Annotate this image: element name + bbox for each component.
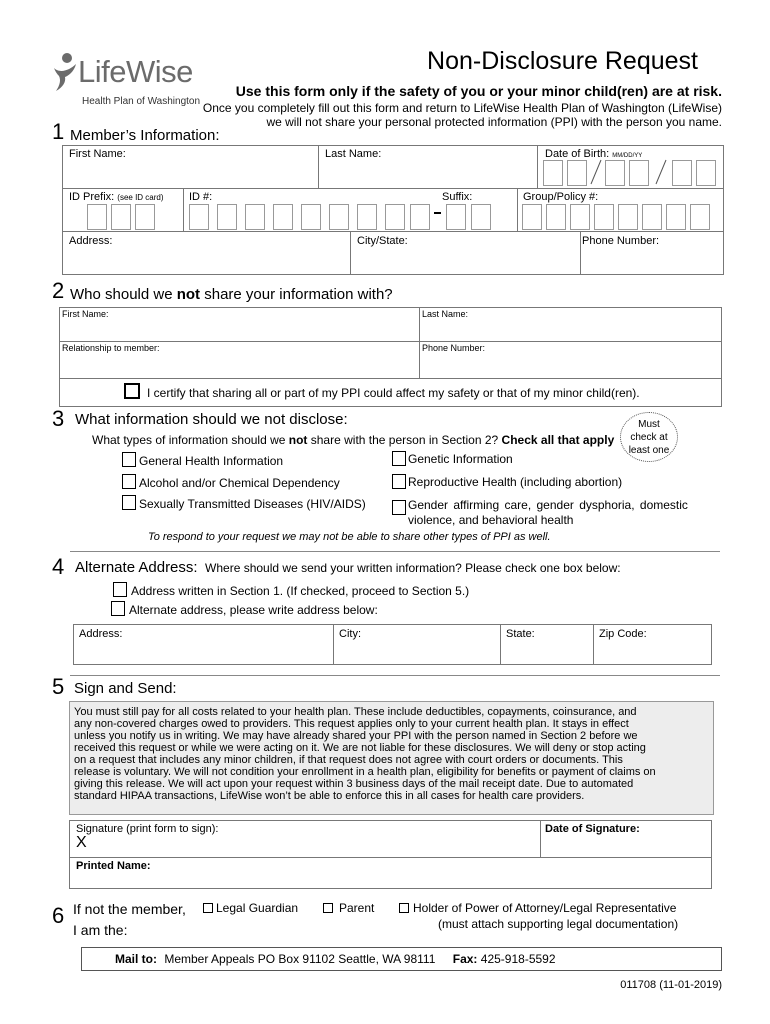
id-cell[interactable] <box>301 204 321 230</box>
alt-address-field[interactable] <box>75 642 331 663</box>
date-of-signature-field[interactable] <box>542 836 710 855</box>
page-subtitle: Use this form only if the safety of you or your minor child(ren) are at risk. <box>235 83 722 99</box>
genetic-checkbox[interactable] <box>392 451 406 466</box>
member-city-state-label: City/State: <box>357 235 408 247</box>
section-6-line-2: I am the: <box>73 922 128 938</box>
section-3-number: 3 <box>52 406 65 431</box>
group-cell[interactable] <box>522 204 542 230</box>
page-title: Non-Disclosure Request <box>427 47 698 75</box>
gender-affirming-label-cont: violence, and behavioral health <box>408 513 574 527</box>
member-address-field[interactable] <box>64 249 348 273</box>
section-1-number: 1 <box>52 119 65 144</box>
id-prefix-label: ID Prefix: <box>69 191 115 203</box>
member-phone-field[interactable] <box>582 249 722 273</box>
group-cell[interactable] <box>642 204 662 230</box>
printed-name-field[interactable] <box>71 873 710 887</box>
reproductive-checkbox[interactable] <box>392 474 406 489</box>
id-prefix-cell[interactable] <box>111 204 131 230</box>
recipient-phone-field[interactable] <box>421 356 720 376</box>
signature-field[interactable] <box>92 834 538 855</box>
signature-label: Signature (print form to sign): <box>76 823 219 835</box>
section-3-title: What information should we not disclose: <box>75 411 348 428</box>
parent-checkbox[interactable] <box>323 903 333 913</box>
alt-address-label: Address: <box>79 628 123 640</box>
date-slash-icon <box>654 158 668 186</box>
suffix-cell[interactable] <box>471 204 491 230</box>
date-of-signature-label: Date of Signature: <box>545 823 640 835</box>
section-6-line-1: If not the member, <box>73 901 186 917</box>
member-address-label: Address: <box>69 235 113 247</box>
id-cell[interactable] <box>357 204 377 230</box>
alt-city-label: City: <box>339 628 361 640</box>
fax-number: 425-918-5592 <box>480 952 556 966</box>
gender-affirming-label: Gender affirming care, gender dysphoria, domestic <box>408 498 688 512</box>
legal-guardian-checkbox[interactable] <box>203 903 213 913</box>
section-4-number: 4 <box>52 554 65 579</box>
section-3-question: What types of information should we not share with the person in Section 2? Check all that apply <box>92 433 615 447</box>
id-number-label: ID #: <box>189 191 213 203</box>
mail-to-box <box>81 947 722 971</box>
group-cell[interactable] <box>690 204 710 230</box>
dob-cell[interactable] <box>567 160 587 186</box>
general-health-label: General Health Information <box>139 454 284 468</box>
section-5-number: 5 <box>52 674 65 699</box>
id-cell[interactable] <box>189 204 209 230</box>
divider <box>70 551 720 552</box>
alternate-address-label: Alternate address, please write address below: <box>129 603 378 617</box>
member-phone-label: Phone Number: <box>582 235 660 247</box>
std-checkbox[interactable] <box>122 495 136 510</box>
date-slash-icon <box>589 158 603 186</box>
general-health-checkbox[interactable] <box>122 452 136 467</box>
dob-format: MM/DD/YY <box>612 153 643 159</box>
suffix-label: Suffix: <box>442 191 473 203</box>
poa-note: (must attach supporting legal documentation) <box>438 917 679 931</box>
member-first-name-label: First Name: <box>69 148 126 160</box>
alternate-address-checkbox[interactable] <box>111 601 125 616</box>
section-2-title: Who should we not share your information with? <box>70 286 393 303</box>
group-cell[interactable] <box>594 204 614 230</box>
genetic-label: Genetic Information <box>408 452 513 466</box>
id-cell[interactable] <box>273 204 293 230</box>
id-prefix-cell[interactable] <box>87 204 107 230</box>
address-section1-checkbox[interactable] <box>113 582 127 597</box>
alt-zip-field[interactable] <box>595 642 710 663</box>
section-4-title: Alternate Address: <box>75 559 198 576</box>
section-5-title: Sign and Send: <box>74 680 177 697</box>
dob-cell[interactable] <box>605 160 625 186</box>
reproductive-label: Reproductive Health (including abortion) <box>408 475 623 489</box>
mail-to-label: Mail to: <box>115 952 157 966</box>
id-cell[interactable] <box>410 204 430 230</box>
recipient-first-name-label: First Name: <box>62 309 109 319</box>
dob-cell[interactable] <box>696 160 716 186</box>
id-cell[interactable] <box>245 204 265 230</box>
id-cell[interactable] <box>217 204 237 230</box>
fax-label: Fax: <box>452 952 478 966</box>
address-section1-label: Address written in Section 1. (If checked, proceed to Section 5.) <box>131 584 470 598</box>
see-id-card-note: (see ID card) <box>117 193 164 202</box>
intro-line-1: Once you completely fill out this form and return to LifeWise Health Plan of Washington (LifeWise) <box>202 101 722 115</box>
group-cell[interactable] <box>666 204 686 230</box>
gender-affirming-checkbox[interactable] <box>392 500 406 515</box>
logo <box>52 52 212 112</box>
recipient-first-name-field[interactable] <box>61 321 417 339</box>
section-4-heading <box>75 559 621 577</box>
recipient-last-name-field[interactable] <box>421 321 720 339</box>
id-cell[interactable] <box>329 204 349 230</box>
poa-label: Holder of Power of Attorney/Legal Representative <box>413 901 677 915</box>
section-6-number: 6 <box>52 903 65 928</box>
id-prefix-cell[interactable] <box>135 204 155 230</box>
alt-state-label: State: <box>506 628 535 640</box>
legal-guardian-label: Legal Guardian <box>216 901 299 915</box>
alt-state-field[interactable] <box>502 642 591 663</box>
recipient-last-name-label: Last Name: <box>422 309 469 319</box>
alt-zip-label: Zip Code: <box>599 628 647 640</box>
poa-checkbox[interactable] <box>399 903 409 913</box>
dob-cell[interactable] <box>543 160 563 186</box>
signature-x-mark: X <box>76 834 87 851</box>
group-cell[interactable] <box>618 204 638 230</box>
terms-box: You must still pay for all costs related to your health plan. These include deductibles, copayments, coinsurance, and any non-covered charges owed to providers. This request applies only to your current health plan. It stays in effect unless you notify us in writing. We may have already shared your PPI with the person named in Section 2 before we received this request or while we were acting on it. We are not liable for these disclosures. We will deny or stop acting on a request that includes any minor children, if that request does not agree with court orders or documents. This release is voluntary. We will not condition your enrollment in a health plan, eligibility for benefits or payment of claims on giving this release. We will act upon your request within 3 business days of the mail receipt date. Due to automated standard HIPAA transactions, LifeWise won’t be able to enforce this in all cases for health care providers. <box>69 701 714 815</box>
std-label: Sexually Transmitted Diseases (HIV/AIDS) <box>139 497 366 511</box>
group-cell[interactable] <box>546 204 566 230</box>
divider <box>70 675 720 676</box>
group-cell[interactable] <box>570 204 590 230</box>
section-2-number: 2 <box>52 278 65 303</box>
must-check-badge: Must check at least one <box>620 412 678 462</box>
relationship-field[interactable] <box>61 356 417 376</box>
section-1-title: Member’s Information: <box>70 127 220 144</box>
member-city-state-field[interactable] <box>352 249 578 273</box>
alt-city-field[interactable] <box>335 642 498 663</box>
alcohol-chemical-checkbox[interactable] <box>122 474 136 489</box>
intro-line-2: we will not share your personal protected information (PPI) with the person you name. <box>266 115 722 129</box>
form-id: 011708 (11-01-2019) <box>620 979 722 991</box>
recipient-phone-label: Phone Number: <box>422 343 486 353</box>
mail-address: Member Appeals PO Box 91102 Seattle, WA 98111 <box>164 952 436 966</box>
id-cell[interactable] <box>385 204 405 230</box>
suffix-cell[interactable] <box>446 204 466 230</box>
id-dash <box>434 212 441 214</box>
alcohol-chemical-label: Alcohol and/or Chemical Dependency <box>139 476 340 490</box>
brand-name: LifeWise <box>78 54 193 89</box>
relationship-label: Relationship to member: <box>62 343 160 353</box>
section-4-question: Where should we send your written information? Please check one box below: <box>205 561 621 575</box>
lifewise-person-icon <box>52 52 78 92</box>
certify-text: I certify that sharing all or part of my PPI could affect my safety or that of my minor child(ren). <box>147 386 640 400</box>
member-last-name-field[interactable] <box>320 162 535 186</box>
dob-cell[interactable] <box>672 160 692 186</box>
certify-checkbox[interactable] <box>124 383 140 399</box>
member-first-name-field[interactable] <box>64 162 316 186</box>
brand-subtitle: Health Plan of Washington <box>82 96 201 107</box>
dob-cell[interactable] <box>629 160 649 186</box>
parent-label: Parent <box>339 901 375 915</box>
printed-name-label: Printed Name: <box>76 860 151 872</box>
member-last-name-label: Last Name: <box>325 148 382 160</box>
section-3-note: To respond to your request we may not be able to share other types of PPI as well. <box>148 531 551 543</box>
group-policy-label: Group/Policy #: <box>523 191 599 203</box>
dob-label: Date of Birth: <box>545 148 610 160</box>
